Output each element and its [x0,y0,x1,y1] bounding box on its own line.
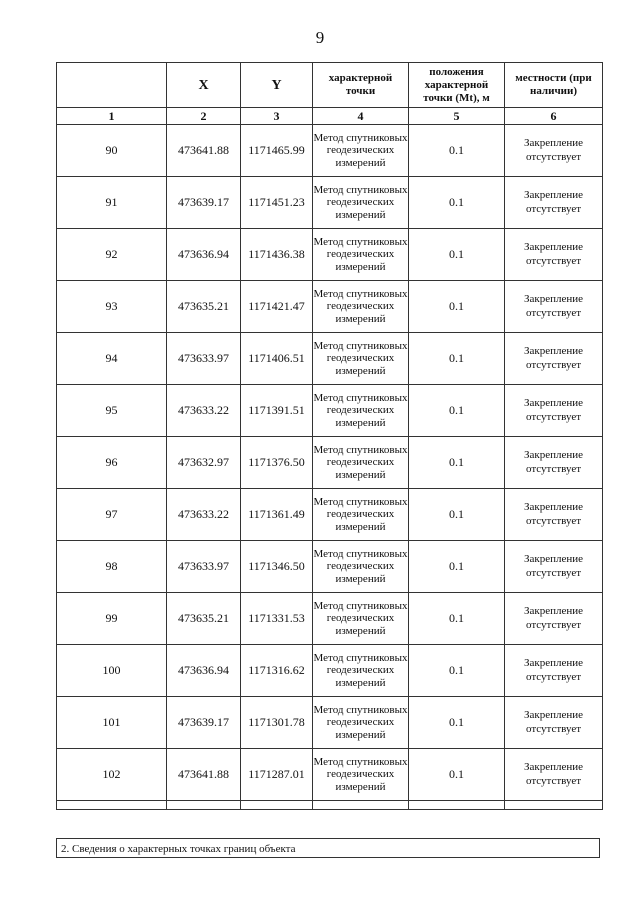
fixing-cell: Закрепление отсутствует [505,489,603,541]
empty-cell [409,801,505,810]
method-cell: Метод спутниковых геодезических измерений [313,437,409,489]
empty-cell [313,801,409,810]
header-cell-x: X [167,63,241,108]
point-number-cell: 102 [57,749,167,801]
accuracy-cell: 0.1 [409,333,505,385]
y-coordinate-cell: 1171421.47 [241,281,313,333]
y-coordinate-cell: 1171406.51 [241,333,313,385]
table-row [57,697,603,749]
method-cell: Метод спутниковых геодезических измерений [313,177,409,229]
y-coordinate-cell: 1171346.50 [241,541,313,593]
x-coordinate-cell: 473633.22 [167,489,241,541]
y-coordinate-cell: 1171316.62 [241,645,313,697]
point-number-cell: 91 [57,177,167,229]
fixing-cell: Закрепление отсутствует [505,229,603,281]
table-row [57,177,603,229]
y-coordinate-cell: 1171391.51 [241,385,313,437]
accuracy-cell: 0.1 [409,593,505,645]
method-cell: Метод спутниковых геодезических измерений [313,489,409,541]
header-cell-method: характерной точки [313,63,409,108]
column-number: 4 [313,108,409,125]
x-coordinate-cell: 473641.88 [167,125,241,177]
header-cell-point-number [57,63,167,108]
table-row [57,593,603,645]
table-row [57,229,603,281]
y-coordinate-cell: 1171451.23 [241,177,313,229]
point-number-cell: 101 [57,697,167,749]
column-number: 1 [57,108,167,125]
table-row [57,645,603,697]
point-number-cell: 93 [57,281,167,333]
x-coordinate-cell: 473636.94 [167,229,241,281]
x-coordinate-cell: 473633.22 [167,385,241,437]
accuracy-cell: 0.1 [409,697,505,749]
table-row [57,385,603,437]
column-number: 2 [167,108,241,125]
column-number: 6 [505,108,603,125]
x-coordinate-cell: 473641.88 [167,749,241,801]
fixing-cell: Закрепление отсутствует [505,333,603,385]
method-cell: Метод спутниковых геодезических измерений [313,229,409,281]
accuracy-cell: 0.1 [409,177,505,229]
x-coordinate-cell: 473632.97 [167,437,241,489]
x-coordinate-cell: 473636.94 [167,645,241,697]
x-coordinate-cell: 473639.17 [167,177,241,229]
point-number-cell: 92 [57,229,167,281]
empty-cell [167,801,241,810]
table-row [57,125,603,177]
point-number-cell: 98 [57,541,167,593]
fixing-cell: Закрепление отсутствует [505,593,603,645]
accuracy-cell: 0.1 [409,385,505,437]
method-cell: Метод спутниковых геодезических измерений [313,281,409,333]
x-coordinate-cell: 473633.97 [167,333,241,385]
accuracy-cell: 0.1 [409,229,505,281]
accuracy-cell: 0.1 [409,645,505,697]
point-number-cell: 94 [57,333,167,385]
table-row [57,281,603,333]
table-row [57,333,603,385]
empty-cell [241,801,313,810]
y-coordinate-cell: 1171436.38 [241,229,313,281]
method-cell: Метод спутниковых геодезических измерений [313,749,409,801]
method-cell: Метод спутниковых геодезических измерений [313,697,409,749]
x-coordinate-cell: 473635.21 [167,281,241,333]
x-coordinate-cell: 473639.17 [167,697,241,749]
method-cell: Метод спутниковых геодезических измерений [313,333,409,385]
fixing-cell: Закрепление отсутствует [505,645,603,697]
accuracy-cell: 0.1 [409,437,505,489]
point-number-cell: 99 [57,593,167,645]
point-number-cell: 95 [57,385,167,437]
empty-cell [505,801,603,810]
table-header-row [57,63,603,108]
section-note: 2. Сведения о характерных точках границ объекта [56,838,600,858]
header-cell-y: Y [241,63,313,108]
column-number: 3 [241,108,313,125]
x-coordinate-cell: 473633.97 [167,541,241,593]
point-number-cell: 100 [57,645,167,697]
y-coordinate-cell: 1171301.78 [241,697,313,749]
point-number-cell: 96 [57,437,167,489]
method-cell: Метод спутниковых геодезических измерений [313,125,409,177]
header-cell-accuracy: положения характерной точки (Mt), м [409,63,505,108]
fixing-cell: Закрепление отсутствует [505,749,603,801]
accuracy-cell: 0.1 [409,281,505,333]
fixing-cell: Закрепление отсутствует [505,281,603,333]
point-number-cell: 97 [57,489,167,541]
fixing-cell: Закрепление отсутствует [505,437,603,489]
table-row [57,541,603,593]
table-row [57,437,603,489]
fixing-cell: Закрепление отсутствует [505,541,603,593]
fixing-cell: Закрепление отсутствует [505,385,603,437]
accuracy-cell: 0.1 [409,489,505,541]
table-row [57,489,603,541]
page-number: 9 [315,28,325,47]
method-cell: Метод спутниковых геодезических измерений [313,645,409,697]
fixing-cell: Закрепление отсутствует [505,697,603,749]
x-coordinate-cell: 473635.21 [167,593,241,645]
accuracy-cell: 0.1 [409,125,505,177]
empty-cell [57,801,167,810]
table-row [57,749,603,801]
header-cell-fixing: местности (при наличии) [505,63,603,108]
accuracy-cell: 0.1 [409,749,505,801]
fixing-cell: Закрепление отсутствует [505,177,603,229]
point-number-cell: 90 [57,125,167,177]
y-coordinate-cell: 1171361.49 [241,489,313,541]
method-cell: Метод спутниковых геодезических измерений [313,593,409,645]
y-coordinate-cell: 1171376.50 [241,437,313,489]
table-tail-row [57,801,603,810]
y-coordinate-cell: 1171287.01 [241,749,313,801]
fixing-cell: Закрепление отсутствует [505,125,603,177]
accuracy-cell: 0.1 [409,541,505,593]
y-coordinate-cell: 1171465.99 [241,125,313,177]
table-body [57,125,603,810]
column-number-row [57,108,603,125]
method-cell: Метод спутниковых геодезических измерений [313,385,409,437]
column-number: 5 [409,108,505,125]
method-cell: Метод спутниковых геодезических измерений [313,541,409,593]
y-coordinate-cell: 1171331.53 [241,593,313,645]
coordinates-table [56,62,603,810]
